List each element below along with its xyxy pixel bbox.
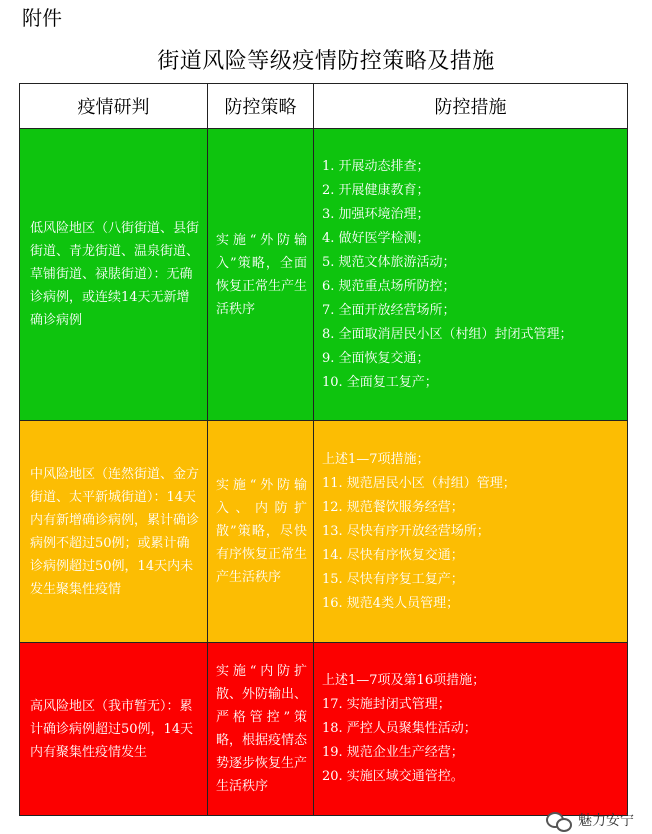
low-risk-measures-list (314, 155, 627, 395)
low-risk-measures-cell (314, 129, 628, 421)
measure-item: 10. 全面复工复产； (322, 374, 438, 390)
strategy-table (19, 83, 628, 816)
measure-item: 19. 规范企业生产经营； (322, 745, 464, 760)
document-title: 街道风险等级疫情防控策略及措施 (157, 49, 495, 74)
low-risk-assessment: 低风险地区（八街街道、县街街道、青龙街道、温泉街道、草铺街道、禄脿街道）：无确诊病例，或连续14天无新增确诊病例 (30, 221, 200, 328)
measure-item: 14. 尽快有序恢复交通； (322, 547, 464, 563)
high-risk-strategy: 实施“内防扩散、外防输出、严格管控”策略，根据疫情态势逐步恢复生产生活秩序 (216, 664, 308, 794)
table-header-row (20, 84, 628, 129)
measure-item: 15. 尽快有序复工复产； (322, 571, 464, 587)
high-risk-assessment: 高风险地区（我市暂无）：累计确诊病例超过50例，14天内有聚集性疫情发生 (30, 698, 194, 760)
watermark-label: 魅力安宁 (578, 813, 634, 829)
measure-item: 7. 全面开放经营场所； (322, 302, 456, 318)
measure-item: 4. 做好医学检测； (322, 230, 430, 246)
medium-risk-strategy-cell (208, 421, 314, 643)
measure-item: 5. 规范文体旅游活动； (322, 254, 456, 270)
measure-item: 18. 严控人员聚集性活动； (322, 721, 477, 736)
high-risk-assessment-cell (20, 643, 208, 816)
measure-item: 9. 全面恢复交通； (322, 350, 430, 366)
measure-item: 16. 规范4类人员管理； (322, 595, 460, 611)
attachment-label: 附件 (22, 6, 62, 30)
measure-item: 20. 实施区域交通管控。 (322, 769, 464, 784)
measure-item: 12. 规范餐饮服务经营； (322, 499, 464, 515)
measure-item: 1. 开展动态排查； (322, 158, 430, 174)
high-risk-measures-cell (314, 643, 628, 816)
measure-item: 8. 全面取消居民小区（村组）封闭式管理； (322, 326, 573, 342)
header-strategy: 防控策略 (208, 84, 314, 129)
table-row-low-risk (20, 129, 628, 421)
low-risk-assessment-cell (20, 129, 208, 421)
wechat-icon (546, 810, 572, 830)
measure-item: 3. 加强环境治理； (322, 206, 430, 222)
table-row-high-risk (20, 643, 628, 816)
measure-item: 11. 规范居民小区（村组）管理； (322, 475, 516, 491)
measure-item: 上述1—7项措施； (322, 451, 430, 467)
table-row-medium-risk (20, 421, 628, 643)
medium-risk-assessment: 中风险地区（连然街道、金方街道、太平新城街道）：14天内有新增确诊病例，累计确诊病例不超过50例；或累计确诊病例超过50例，14天内未发生聚集性疫情 (30, 466, 200, 597)
high-risk-strategy-cell (208, 643, 314, 816)
measure-item: 6. 规范重点场所防控； (322, 278, 456, 294)
header-measures: 防控措施 (314, 84, 628, 129)
medium-risk-assessment-cell (20, 421, 208, 643)
measure-item: 2. 开展健康教育； (322, 182, 430, 198)
high-risk-measures-list (314, 669, 627, 789)
low-risk-strategy-cell (208, 129, 314, 421)
measure-item: 13. 尽快有序开放经营场所； (322, 523, 490, 539)
watermark (546, 810, 634, 830)
measure-item: 上述1—7项及第16项措施； (322, 673, 486, 688)
medium-risk-measures-list (314, 448, 627, 616)
measure-item: 17. 实施封闭式管理； (322, 697, 451, 712)
header-assessment: 疫情研判 (20, 84, 208, 129)
low-risk-strategy: 实施“外防输入”策略，全面恢复正常生产生活秩序 (216, 232, 308, 317)
medium-risk-strategy: 实施“外防输入、内防扩散”策略，尽快有序恢复正常生产生活秩序 (216, 478, 308, 585)
medium-risk-measures-cell (314, 421, 628, 643)
